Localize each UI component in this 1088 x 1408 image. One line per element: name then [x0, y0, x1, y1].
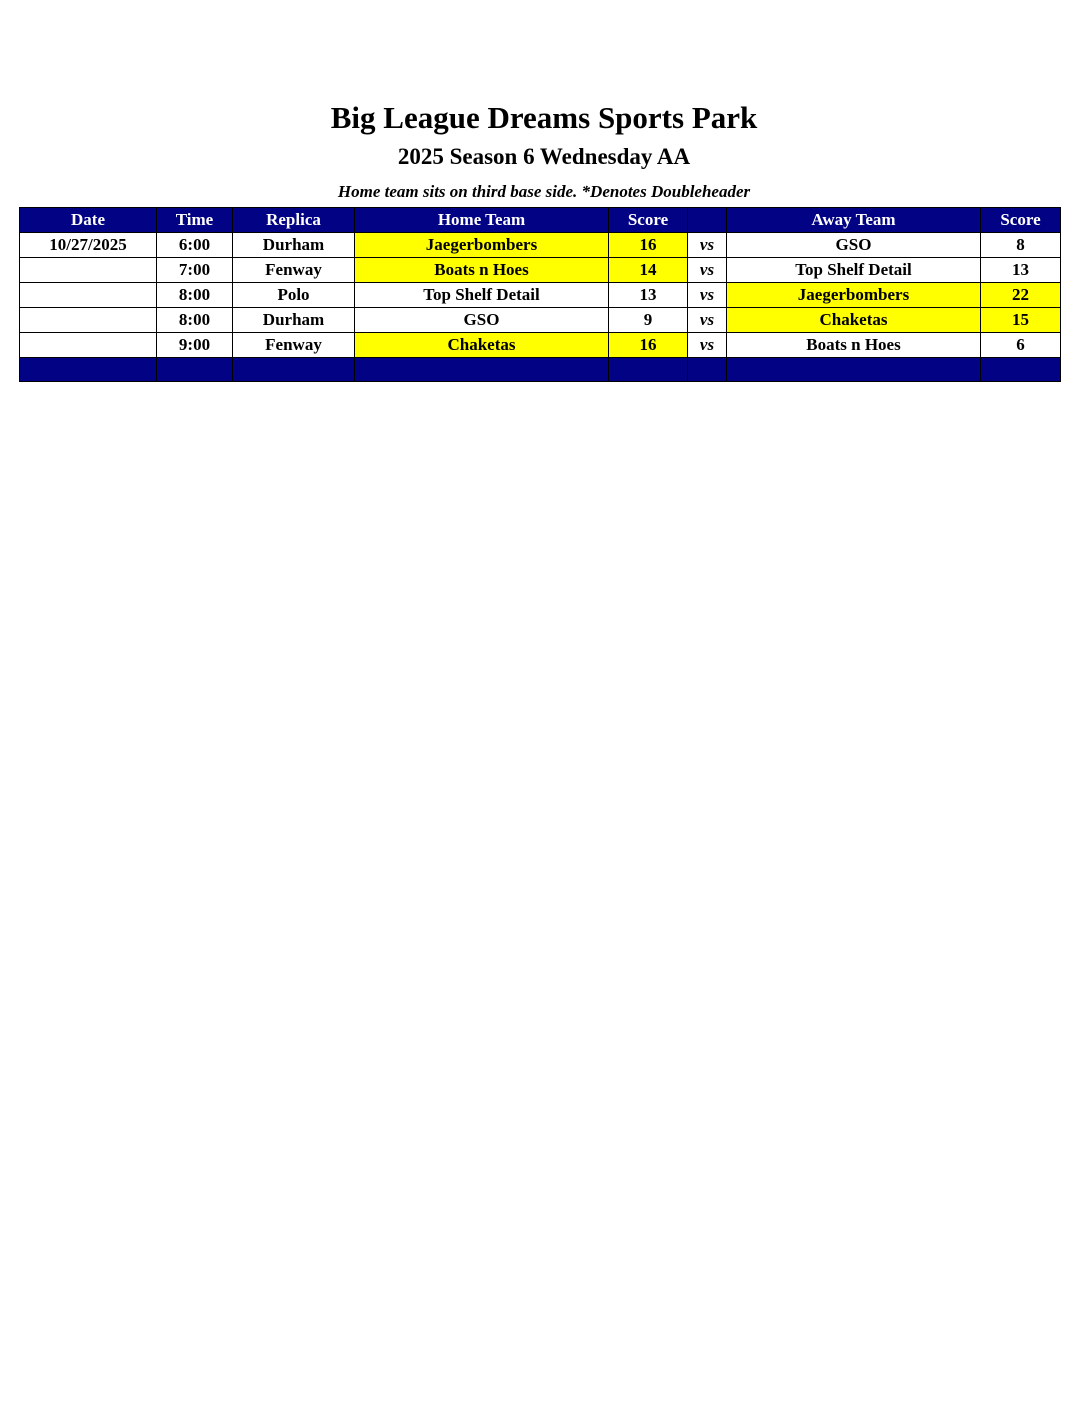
vs-cell: vs	[688, 233, 727, 258]
away-team-cell: Chaketas	[727, 308, 981, 333]
column-header-date: Date	[20, 208, 157, 233]
vs-cell: vs	[688, 283, 727, 308]
column-header-away-team: Away Team	[727, 208, 981, 233]
away-score-cell: 15	[981, 308, 1061, 333]
time-cell: 8:00	[157, 283, 233, 308]
away-team-cell: GSO	[727, 233, 981, 258]
date-cell	[20, 333, 157, 358]
away-team-cell: Top Shelf Detail	[727, 258, 981, 283]
home-team-cell: Top Shelf Detail	[355, 283, 609, 308]
footer-cell	[609, 358, 688, 382]
home-team-cell: GSO	[355, 308, 609, 333]
time-cell: 7:00	[157, 258, 233, 283]
table-row	[20, 283, 1061, 308]
vs-cell: vs	[688, 258, 727, 283]
replica-cell: Fenway	[233, 333, 355, 358]
table-header-row	[20, 208, 1061, 233]
home-score-cell: 14	[609, 258, 688, 283]
table-row	[20, 308, 1061, 333]
column-header-away-score: Score	[981, 208, 1061, 233]
table-row	[20, 258, 1061, 283]
footer-cell	[233, 358, 355, 382]
footer-cell	[157, 358, 233, 382]
home-team-cell: Boats n Hoes	[355, 258, 609, 283]
footer-cell	[20, 358, 157, 382]
schedule-table	[19, 207, 1061, 382]
date-cell	[20, 283, 157, 308]
replica-cell: Fenway	[233, 258, 355, 283]
away-score-cell: 13	[981, 258, 1061, 283]
home-score-cell: 9	[609, 308, 688, 333]
time-cell: 9:00	[157, 333, 233, 358]
vs-cell: vs	[688, 333, 727, 358]
away-score-cell: 8	[981, 233, 1061, 258]
column-header-time: Time	[157, 208, 233, 233]
date-cell: 10/27/2025	[20, 233, 157, 258]
home-score-cell: 16	[609, 333, 688, 358]
home-team-cell: Jaegerbombers	[355, 233, 609, 258]
column-header-replica: Replica	[233, 208, 355, 233]
time-cell: 6:00	[157, 233, 233, 258]
footer-cell	[355, 358, 609, 382]
table-footer-row	[20, 358, 1061, 382]
replica-cell: Polo	[233, 283, 355, 308]
page-subtitle: 2025 Season 6 Wednesday AA	[397, 144, 691, 169]
away-team-cell: Boats n Hoes	[727, 333, 981, 358]
replica-cell: Durham	[233, 233, 355, 258]
schedule-note: Home team sits on third base side. *Denotes Doubleheader	[337, 182, 751, 201]
away-score-cell: 6	[981, 333, 1061, 358]
away-team-cell: Jaegerbombers	[727, 283, 981, 308]
footer-cell	[688, 358, 727, 382]
page-title: Big League Dreams Sports Park	[330, 100, 758, 135]
column-header-home-team: Home Team	[355, 208, 609, 233]
away-score-cell: 22	[981, 283, 1061, 308]
home-score-cell: 16	[609, 233, 688, 258]
table-row	[20, 233, 1061, 258]
home-score-cell: 13	[609, 283, 688, 308]
column-header-vs	[688, 208, 727, 233]
time-cell: 8:00	[157, 308, 233, 333]
date-cell	[20, 308, 157, 333]
column-header-home-score: Score	[609, 208, 688, 233]
replica-cell: Durham	[233, 308, 355, 333]
footer-cell	[727, 358, 981, 382]
home-team-cell: Chaketas	[355, 333, 609, 358]
table-row	[20, 333, 1061, 358]
date-cell	[20, 258, 157, 283]
footer-cell	[981, 358, 1061, 382]
vs-cell: vs	[688, 308, 727, 333]
